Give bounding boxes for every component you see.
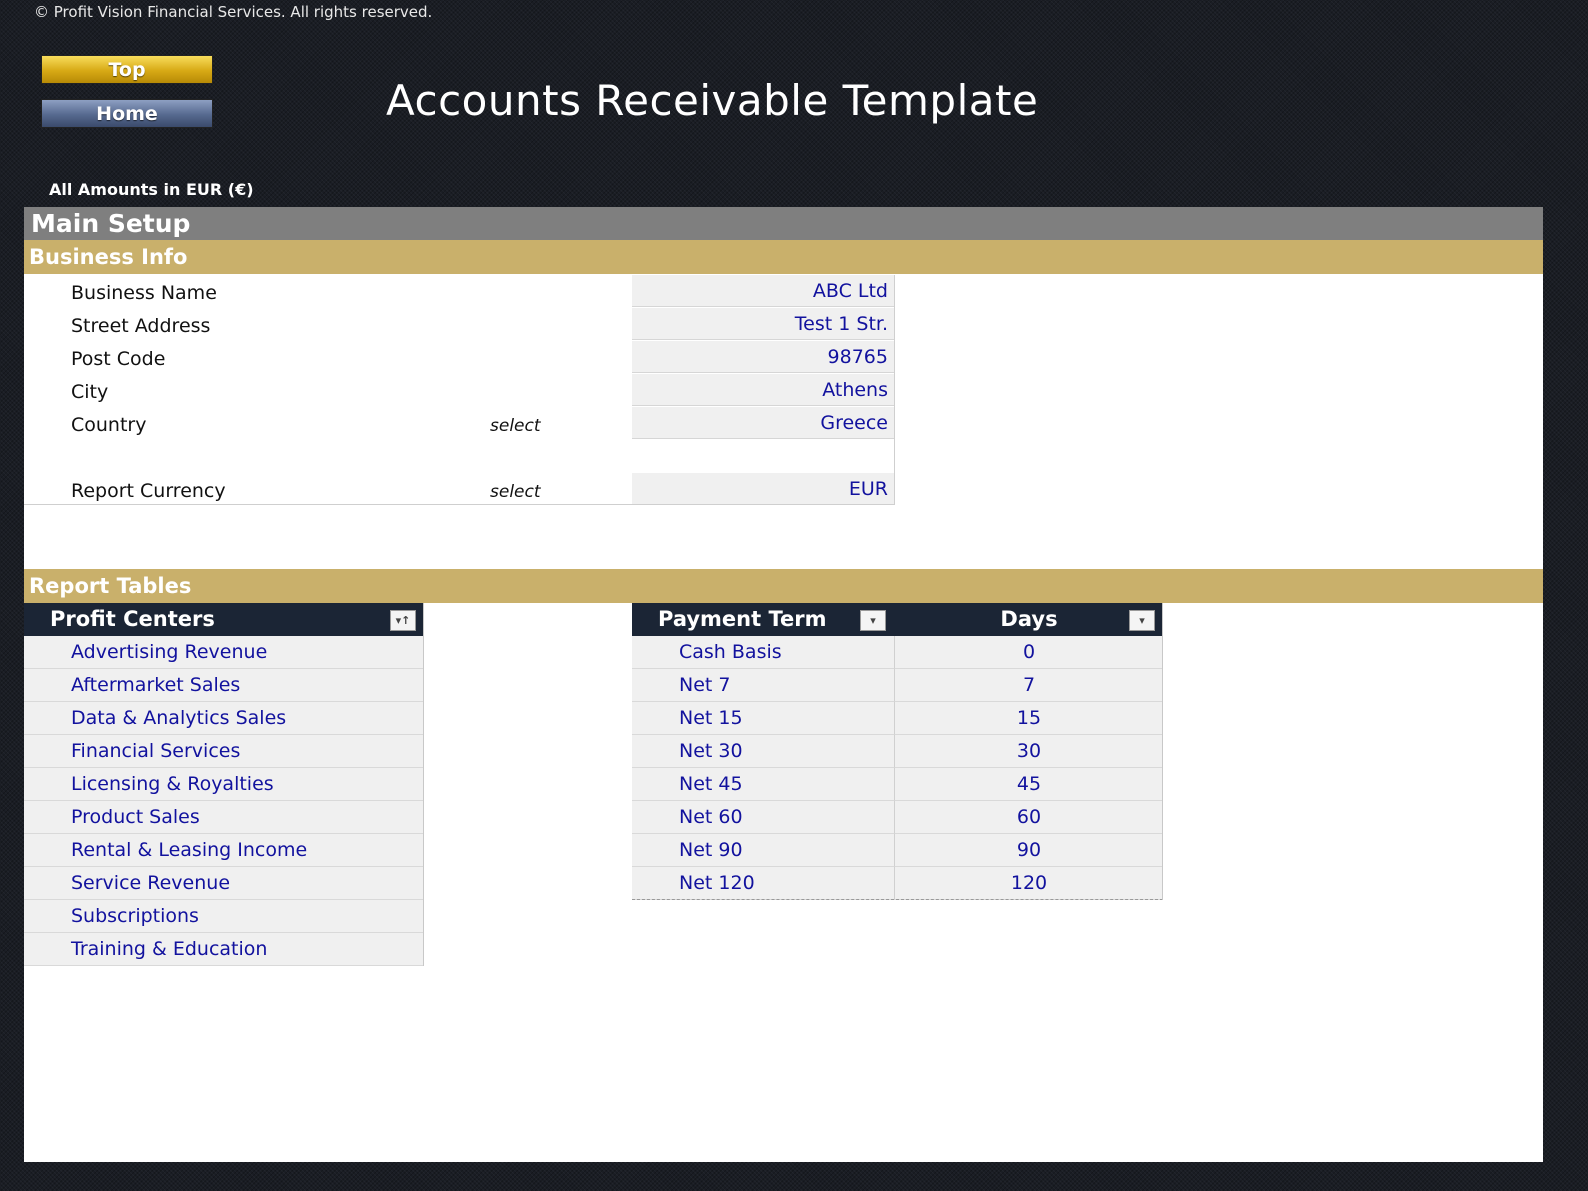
profit-centers-sort-filter-button[interactable] <box>390 610 416 631</box>
worksheet <box>24 207 1543 1162</box>
days-filter-button[interactable] <box>1129 610 1155 631</box>
payment-term-cell[interactable]: Net 120 <box>632 867 895 900</box>
profit-center-row[interactable]: Training & Education <box>24 933 423 966</box>
profit-center-row[interactable]: Financial Services <box>24 735 423 768</box>
home-button[interactable]: Home <box>41 99 213 128</box>
payment-terms-header <box>632 603 1163 636</box>
business-name-field[interactable]: ABC Ltd <box>632 275 894 307</box>
profit-centers-header <box>24 603 423 636</box>
payment-term-cell[interactable]: Net 90 <box>632 834 895 867</box>
profit-center-row[interactable]: Service Revenue <box>24 867 423 900</box>
payment-term-cell[interactable]: Net 60 <box>632 801 895 834</box>
payment-days-cell[interactable]: 15 <box>895 702 1163 735</box>
payment-term-cell[interactable]: Net 45 <box>632 768 895 801</box>
chevron-down-icon: ▾ <box>1139 614 1145 627</box>
payment-days-cell[interactable]: 0 <box>895 636 1163 669</box>
days-col-title: Days <box>1000 607 1058 631</box>
sort-ascending-icon: ▾↑ <box>395 614 411 627</box>
city-label: City <box>71 381 109 403</box>
report-tables-header: Report Tables <box>24 569 1543 603</box>
profit-center-row[interactable]: Data & Analytics Sales <box>24 702 423 735</box>
payment-terms-right-border <box>1162 603 1163 900</box>
post-code-field[interactable]: 98765 <box>632 341 894 373</box>
profit-center-row[interactable]: Product Sales <box>24 801 423 834</box>
profit-centers-title: Profit Centers <box>50 607 215 631</box>
business-info-header: Business Info <box>24 240 1543 274</box>
payment-term-cell[interactable]: Net 15 <box>632 702 895 735</box>
payment-days-cell[interactable]: 60 <box>895 801 1163 834</box>
profit-center-row[interactable]: Aftermarket Sales <box>24 669 423 702</box>
currency-note: All Amounts in EUR (€) <box>49 180 254 199</box>
report-currency-label: Report Currency <box>71 480 226 502</box>
chevron-down-icon: ▾ <box>870 614 876 627</box>
payment-days-cell[interactable]: 7 <box>895 669 1163 702</box>
profit-centers-right-border <box>423 603 424 966</box>
payment-term-cell[interactable]: Net 7 <box>632 669 895 702</box>
country-select-hint: select <box>490 416 541 436</box>
currency-select-hint: select <box>490 482 541 502</box>
payment-term-cell[interactable]: Net 30 <box>632 735 895 768</box>
profit-center-row[interactable]: Subscriptions <box>24 900 423 933</box>
payment-terms-bottom-border <box>632 899 1163 900</box>
report-currency-select[interactable]: EUR <box>632 473 894 505</box>
copyright-text: © Profit Vision Financial Services. All rights reserved. <box>34 3 433 21</box>
payment-term-col-title: Payment Term <box>658 607 827 631</box>
post-code-label: Post Code <box>71 348 166 370</box>
payment-term-filter-button[interactable] <box>860 610 886 631</box>
payment-days-cell[interactable]: 45 <box>895 768 1163 801</box>
profit-center-row[interactable]: Licensing & Royalties <box>24 768 423 801</box>
payment-term-cell[interactable]: Cash Basis <box>632 636 895 669</box>
business-name-label: Business Name <box>71 282 217 304</box>
payment-days-cell[interactable]: 30 <box>895 735 1163 768</box>
top-button[interactable]: Top <box>41 55 213 84</box>
profit-center-row[interactable]: Advertising Revenue <box>24 636 423 669</box>
city-field[interactable]: Athens <box>632 374 894 406</box>
main-setup-header: Main Setup <box>24 207 1543 240</box>
street-address-field[interactable]: Test 1 Str. <box>632 308 894 340</box>
form-bottom-border <box>24 504 895 505</box>
country-select[interactable]: Greece <box>632 407 894 439</box>
page-title: Accounts Receivable Template <box>386 76 1039 125</box>
street-address-label: Street Address <box>71 315 211 337</box>
form-right-border <box>894 275 895 505</box>
payment-days-cell[interactable]: 120 <box>895 867 1163 900</box>
payment-days-cell[interactable]: 90 <box>895 834 1163 867</box>
country-label: Country <box>71 414 147 436</box>
profit-center-row[interactable]: Rental & Leasing Income <box>24 834 423 867</box>
